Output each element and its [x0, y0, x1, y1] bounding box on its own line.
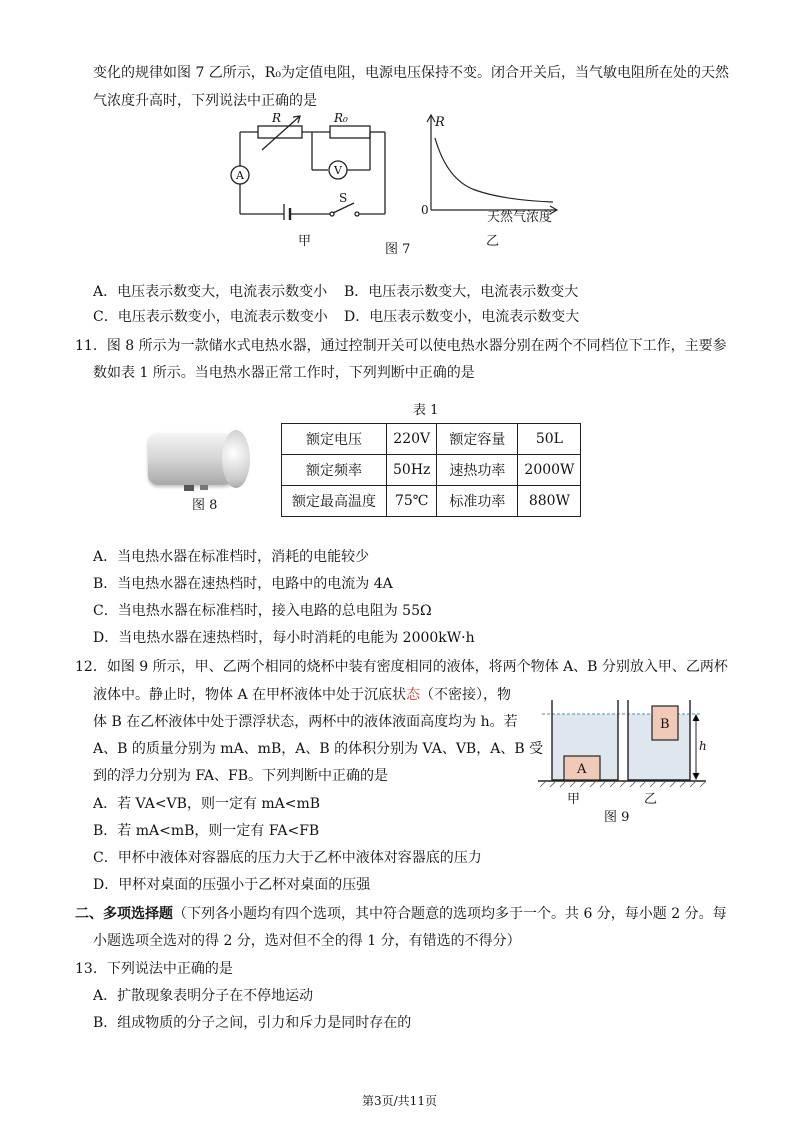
q12-option-c: C．甲杯中液体对容器底的压力大于乙杯中液体对容器底的压力 [93, 850, 482, 866]
q12-stem-2c: （不密接），物 [420, 687, 512, 703]
label-v: V [334, 164, 342, 177]
intro-line-2: 气浓度升高时，下列说法中正确的是 [93, 93, 317, 109]
q13-option-a: A．扩散现象表明分子在不停地运动 [93, 988, 314, 1004]
table-row [282, 455, 581, 486]
q10-option-d: D．电压表示数变小，电流表示数变大 [344, 309, 580, 325]
q12-highlight-char: 态 [406, 687, 421, 703]
q12-stem-3: 体 B 在乙杯液体中处于漂浮状态，两杯中的液体液面高度均为 h。若 [93, 714, 518, 730]
q12-option-a: A．若 VA<VB，则一定有 mA<mB [93, 796, 321, 812]
table-cell: 75℃ [387, 486, 437, 517]
q12-option-b: B．若 mA<mB，则一定有 FA<FB [93, 823, 320, 839]
q12-stem-2a: 液体中。静止时，物体 A 在甲杯液体中处于沉底状 [93, 687, 407, 703]
section-2-header [75, 903, 727, 923]
table-cell: 2000W [518, 455, 581, 486]
table-cell: 220V [387, 424, 437, 455]
page-number: 第3页/共11页 [362, 1094, 437, 1108]
q11-option-d: D．当电热水器在速热档时，每小时消耗的电能为 2000kW·h [93, 630, 475, 646]
table-row [282, 424, 581, 455]
q12-stem-2 [93, 684, 511, 704]
q11-stem-1: 11．图 8 所示为一款储水式电热水器，通过控制开关可以使电热水器分别在两个不同档位下工作，主要参 [75, 338, 727, 354]
table-cell: 速热功率 [437, 455, 518, 486]
r-curve [435, 138, 553, 202]
section-2-title: 二、多项选择题 [75, 906, 173, 922]
fig7-sub-jia: 甲 [298, 234, 312, 249]
fig9-sub-jia: 甲 [567, 792, 581, 807]
label-s: S [339, 191, 348, 205]
q11-option-a: A．当电热水器在标准档时，消耗的电能较少 [93, 549, 370, 565]
intro-line-1: 变化的规律如图 7 乙所示，R₀为定值电阻，电源电压保持不变。闭合开关后，当气敏电阻所在处的天然 [93, 65, 729, 81]
table-cell: 标准功率 [437, 486, 518, 517]
section-2-instructions: （下列各小题均有四个选项，其中符合题意的选项均多于一个。共 6 分，每小题 2 分。每 [173, 906, 727, 922]
table-cell: 50Hz [387, 455, 437, 486]
water-heater-pipe [200, 485, 208, 490]
resistor-r0 [330, 126, 370, 138]
q11-option-b: B．当电热水器在速热档时，电路中的电流为 4A [93, 576, 393, 592]
label-h: h [699, 739, 707, 753]
q13-option-b: B．组成物质的分子之间，引力和斥力是同时存在的 [93, 1015, 412, 1031]
table-cell: 额定电压 [282, 424, 387, 455]
water-heater-end-cap [222, 430, 250, 488]
q11-stem-2: 数如表 1 所示。当电热水器正常工作时，下列判断中正确的是 [93, 365, 475, 381]
q12-option-d: D．甲杯对桌面的压强小于乙杯对桌面的压强 [93, 877, 371, 893]
label-a: A [236, 169, 244, 182]
table-cell: 额定容量 [437, 424, 518, 455]
q11-option-c: C．当电热水器在标准档时，接入电路的总电阻为 55Ω [93, 603, 432, 619]
figure-9 [530, 692, 710, 797]
table-row [282, 486, 581, 517]
fig9-sub-yi: 乙 [644, 792, 658, 807]
spec-table [281, 423, 581, 517]
label-b: B [660, 717, 670, 732]
q10-option-a: A．电压表示数变大，电流表示数变小 [93, 284, 328, 300]
section-2-instructions-2: 小题选项全选对的得 2 分，选对但不全的得 1 分，有错选的不得分） [93, 933, 521, 949]
circuit-figure-jia [220, 110, 420, 220]
label-r: R [272, 111, 282, 125]
q13-stem: 13．下列说法中正确的是 [75, 961, 233, 977]
q12-stem-5: 到的浮力分别为 FA、FB。下列判断中正确的是 [93, 768, 389, 784]
q12-stem-4: A、B 的质量分别为 mA、mB，A、B 的体积分别为 VA、VB，A、B 受 [93, 741, 544, 757]
graph-y-label: R [435, 115, 445, 130]
resistor-r [258, 126, 302, 138]
graph-x-label: 天然气浓度 [487, 210, 553, 225]
water-heater-pipe [184, 485, 194, 491]
table-cell: 额定频率 [282, 455, 387, 486]
q10-option-b: B．电压表示数变大，电流表示数变大 [344, 284, 579, 300]
fig8-caption: 图 8 [192, 498, 218, 513]
table-1-title: 表 1 [413, 403, 439, 418]
table-cell: 880W [518, 486, 581, 517]
q12-stem-1: 12．如图 9 所示，甲、乙两个相同的烧杯中装有密度相同的液体，将两个物体 A、B 分别放入甲、乙两杯 [75, 659, 728, 675]
label-a: A [577, 762, 587, 777]
table-cell: 额定最高温度 [282, 486, 387, 517]
q10-option-c: C．电压表示数变小，电流表示数变小 [93, 309, 328, 325]
table-hatching [540, 781, 706, 787]
fig7-sub-yi: 乙 [486, 234, 500, 249]
table-cell: 50L [518, 424, 581, 455]
fig9-caption: 图 9 [604, 810, 630, 825]
label-r0: R₀ [334, 111, 348, 125]
graph-origin: 0 [421, 203, 429, 217]
fig7-caption: 图 7 [385, 242, 411, 257]
